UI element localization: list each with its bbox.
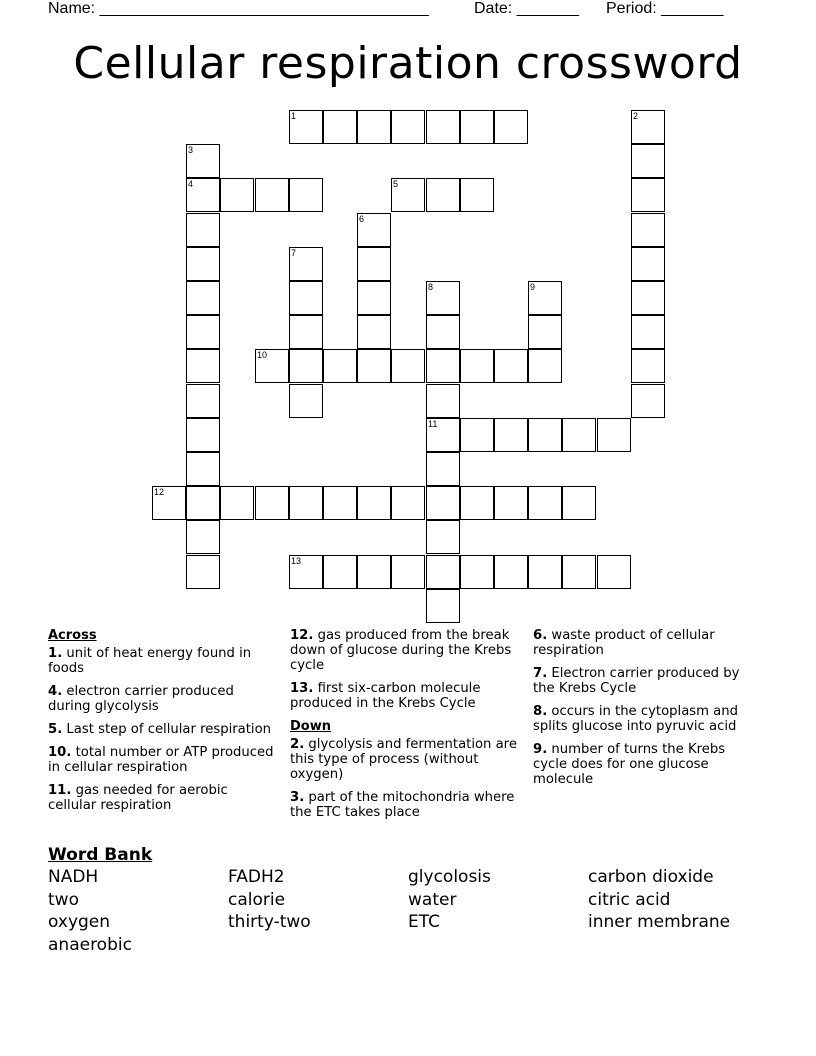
crossword-cell[interactable] (289, 315, 323, 349)
crossword-cell[interactable] (255, 486, 289, 520)
crossword-cell[interactable] (323, 555, 357, 589)
crossword-cell[interactable] (494, 418, 528, 452)
crossword-cell[interactable] (323, 349, 357, 383)
crossword-cell[interactable] (186, 418, 220, 452)
name-field[interactable]: Name: _____________________________________ (48, 0, 429, 17)
crossword-cell[interactable] (391, 486, 425, 520)
crossword-cell[interactable] (289, 178, 323, 212)
crossword-cell[interactable] (357, 213, 391, 247)
clue-number: 8 (428, 282, 434, 292)
crossword-cell[interactable] (631, 315, 665, 349)
crossword-cell[interactable] (631, 349, 665, 383)
period-field[interactable]: Period: _______ (606, 0, 724, 17)
crossword-cell[interactable] (357, 315, 391, 349)
crossword-cell[interactable] (220, 178, 254, 212)
crossword-cell[interactable] (631, 178, 665, 212)
crossword-cell[interactable] (631, 384, 665, 418)
clue-across-12: 12. gas produced from the break down of glucose during the Krebs cycle (290, 628, 512, 673)
crossword-cell[interactable] (186, 486, 220, 520)
clue-across-5: 5. Last step of cellular respiration (48, 722, 272, 737)
clue-number: 1 (291, 111, 297, 121)
word-bank-item: oxygen (48, 912, 111, 932)
word-bank-item: anaerobic (48, 935, 132, 955)
date-field[interactable]: Date: _______ (474, 0, 579, 17)
clue-across-11: 11. gas needed for aerobic cellular respiration (48, 783, 228, 813)
crossword-cell[interactable] (426, 418, 460, 452)
crossword-cell[interactable] (494, 555, 528, 589)
crossword-cell[interactable] (460, 178, 494, 212)
crossword-cell[interactable] (460, 349, 494, 383)
crossword-cell[interactable] (186, 144, 220, 178)
crossword-cell[interactable] (186, 178, 220, 212)
crossword-cell[interactable] (289, 281, 323, 315)
crossword-cell[interactable] (357, 486, 391, 520)
word-bank-item: FADH2 (228, 867, 285, 887)
down-heading: Down (290, 719, 331, 734)
crossword-cell[interactable] (186, 247, 220, 281)
crossword-cell[interactable] (562, 418, 596, 452)
clue-number: 10 (257, 350, 268, 360)
clue-down-8: 8. occurs in the cytoplasm and splits glucose into pyruvic acid (533, 704, 738, 734)
crossword-cell[interactable] (186, 349, 220, 383)
word-bank-item: calorie (228, 890, 286, 910)
crossword-cell[interactable] (289, 384, 323, 418)
clue-number: 9 (530, 282, 536, 292)
crossword-cell[interactable] (631, 144, 665, 178)
clue-across-1: 1. unit of heat energy found in foods (48, 646, 252, 676)
crossword-cell[interactable] (631, 110, 665, 144)
clue-number: 12 (154, 487, 165, 497)
clue-number: 11 (428, 419, 438, 429)
crossword-cell[interactable] (597, 555, 631, 589)
word-bank-item: citric acid (588, 890, 671, 910)
word-bank-item: inner membrane (588, 912, 731, 932)
crossword-cell[interactable] (631, 247, 665, 281)
crossword-cell[interactable] (289, 555, 323, 589)
word-bank-item: two (48, 890, 79, 910)
crossword-cell[interactable] (460, 486, 494, 520)
crossword-cell[interactable] (391, 110, 425, 144)
crossword-cell[interactable] (357, 281, 391, 315)
crossword-cell[interactable] (494, 486, 528, 520)
crossword-cell[interactable] (631, 213, 665, 247)
crossword-cell[interactable] (357, 555, 391, 589)
word-bank-item: carbon dioxide (588, 867, 714, 887)
crossword-cell[interactable] (528, 418, 562, 452)
clue-across-13: 13. first six-carbon molecule produced in the Krebs Cycle (290, 681, 481, 711)
crossword-cell[interactable] (152, 486, 186, 520)
word-bank-item: NADH (48, 867, 99, 887)
crossword-cell[interactable] (631, 281, 665, 315)
crossword-cell[interactable] (426, 452, 460, 486)
crossword-cell[interactable] (186, 555, 220, 589)
word-bank-item: glycolosis (408, 867, 491, 887)
clue-down-9: 9. number of turns the Krebs cycle does for one glucose molecule (533, 742, 726, 787)
clue-number: 4 (188, 179, 194, 189)
crossword-cell[interactable] (426, 315, 460, 349)
crossword-cell[interactable] (460, 555, 494, 589)
crossword-cell[interactable] (494, 349, 528, 383)
crossword-cell[interactable] (186, 452, 220, 486)
crossword-cell[interactable] (323, 110, 357, 144)
crossword-cell[interactable] (528, 349, 562, 383)
clue-down-3: 3. part of the mitochondria where the ETC takes place (290, 790, 515, 820)
word-bank-item: ETC (408, 912, 440, 932)
clues-column-3 (533, 628, 759, 795)
crossword-cell[interactable] (289, 110, 323, 144)
crossword-cell[interactable] (186, 520, 220, 554)
crossword-cell[interactable] (426, 384, 460, 418)
crossword-cell[interactable] (528, 281, 562, 315)
crossword-cell[interactable] (562, 486, 596, 520)
crossword-cell[interactable] (391, 349, 425, 383)
clues-column-2 (290, 628, 526, 828)
clue-number: 3 (188, 145, 194, 155)
crossword-cell[interactable] (460, 110, 494, 144)
crossword-cell[interactable] (426, 349, 460, 383)
crossword-cell[interactable] (528, 486, 562, 520)
clue-number: 7 (291, 248, 297, 258)
crossword-cell[interactable] (494, 110, 528, 144)
clue-number: 6 (359, 214, 365, 224)
crossword-cell[interactable] (426, 486, 460, 520)
across-heading: Across (48, 628, 97, 643)
crossword-cell[interactable] (186, 281, 220, 315)
crossword-cell[interactable] (186, 213, 220, 247)
clue-number: 5 (393, 179, 399, 189)
clue-across-4: 4. electron carrier produced during glycolysis (48, 684, 234, 714)
crossword-cell[interactable] (426, 520, 460, 554)
crossword-cell[interactable] (460, 418, 494, 452)
clue-down-2: 2. glycolysis and fermentation are this type of process (without oxygen) (290, 737, 517, 782)
crossword-cell[interactable] (426, 110, 460, 144)
crossword-cell[interactable] (289, 349, 323, 383)
word-bank-item: thirty-two (228, 912, 311, 932)
crossword-cell[interactable] (323, 486, 357, 520)
clue-across-10: 10. total number or ATP produced in cellular respiration (48, 745, 274, 775)
crossword-cell[interactable] (220, 486, 254, 520)
crossword-cell[interactable] (426, 555, 460, 589)
crossword-cell[interactable] (528, 315, 562, 349)
word-bank-title: Word Bank (48, 845, 153, 865)
crossword-cell[interactable] (186, 384, 220, 418)
crossword-cell[interactable] (528, 555, 562, 589)
crossword-cell[interactable] (357, 247, 391, 281)
word-bank-item: water (408, 890, 457, 910)
clue-down-7: 7. Electron carrier produced by the Krebs Cycle (533, 666, 740, 696)
crossword-cell[interactable] (426, 589, 460, 623)
page-title: Cellular respiration crossword (73, 38, 743, 89)
crossword-cell[interactable] (426, 281, 460, 315)
crossword-cell[interactable] (289, 247, 323, 281)
crossword-cell[interactable] (391, 178, 425, 212)
crossword-cell[interactable] (562, 555, 596, 589)
clue-number: 13 (291, 556, 302, 566)
clue-down-6: 6. waste product of cellular respiration (533, 628, 715, 658)
crossword-cell[interactable] (357, 349, 391, 383)
crossword-cell[interactable] (289, 486, 323, 520)
crossword-cell[interactable] (357, 110, 391, 144)
crossword-cell[interactable] (255, 349, 289, 383)
crossword-cell[interactable] (597, 418, 631, 452)
clues-column-1 (48, 628, 280, 821)
crossword-cell[interactable] (391, 555, 425, 589)
clue-number: 2 (633, 111, 639, 121)
crossword-cell[interactable] (186, 315, 220, 349)
crossword-cell[interactable] (255, 178, 289, 212)
crossword-cell[interactable] (426, 178, 460, 212)
